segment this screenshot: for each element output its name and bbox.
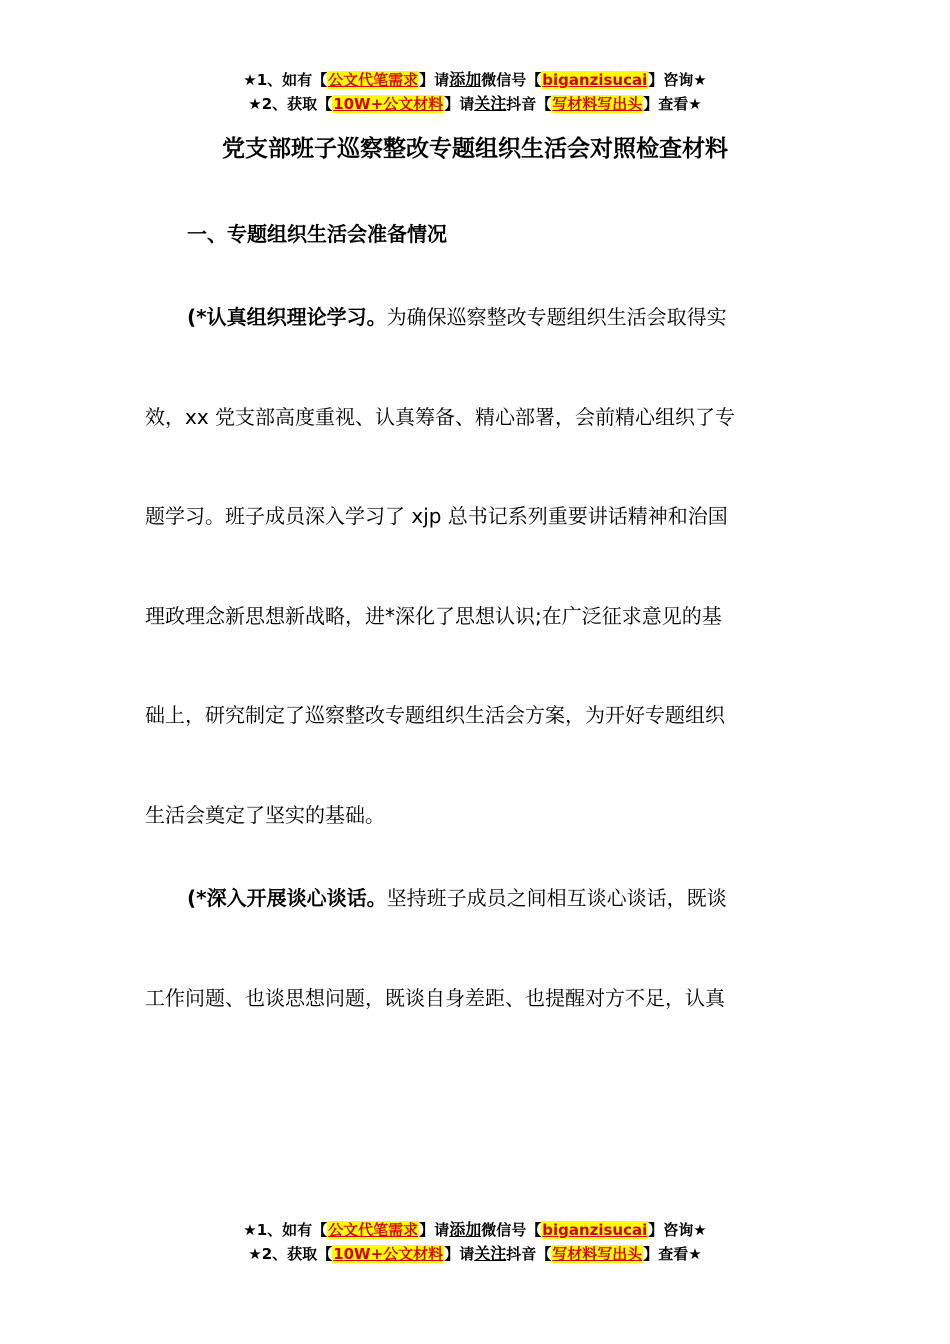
- top-ad-banner: [0, 68, 950, 116]
- ad-emphasis: 添加: [449, 1220, 482, 1239]
- paragraph-line: 理政理念新思想新战略，进*深化了思想认识;在广泛征求意见的基: [145, 603, 722, 628]
- paragraph-theory-study: [145, 268, 805, 865]
- paragraph-line: 工作问题、也谈思想问题，既谈自身差距、也提醒对方不足，认真: [145, 985, 725, 1010]
- paragraph-heart-to-heart-talks: [145, 849, 805, 1048]
- ad-line-2: [0, 92, 950, 116]
- paragraph-lead: (*深入开展谈心谈话。: [187, 886, 387, 910]
- paragraph-text: 为确保巡察整改专题组织生活会取得实: [386, 305, 727, 329]
- ad-emphasis: 关注: [474, 94, 507, 113]
- ad-highlight-materials: 10W+公文材料: [333, 1245, 444, 1263]
- ad-emphasis: 添加: [449, 70, 482, 89]
- ad-text: ★1、如有【: [243, 1221, 328, 1239]
- ad-text: 】咨询★: [648, 71, 707, 89]
- paragraph-line: [145, 849, 805, 949]
- paragraph-line: 础上，研究制定了巡察整改专题组织生活会方案，为开好专题组织: [145, 703, 725, 727]
- ad-text: 】请: [419, 71, 450, 89]
- ad-text: 】查看★: [643, 1245, 702, 1263]
- ad-highlight-wechat-id: biganzisucai: [542, 1221, 648, 1239]
- ad-line-1: [0, 68, 950, 92]
- paragraph-text: 坚持班子成员之间相互谈心谈话，既谈: [386, 886, 727, 910]
- paragraph-line: 效，xx 党支部高度重视、认真筹备、精心部署，会前精心组织了专: [145, 404, 736, 429]
- ad-text: 微信号【: [481, 1221, 542, 1239]
- section-heading: 一、专题组织生活会准备情况: [187, 222, 447, 246]
- ad-highlight-douyin-id: 写材料写出头: [552, 1245, 643, 1263]
- ad-highlight-materials: 10W+公文材料: [333, 95, 444, 113]
- ad-line-1: [0, 1218, 950, 1242]
- ad-highlight-service: 公文代笔需求: [328, 71, 419, 89]
- ad-text: 抖音【: [506, 1245, 552, 1263]
- ad-text: 】请: [444, 95, 475, 113]
- ad-text: 】查看★: [643, 95, 702, 113]
- bottom-ad-banner: [0, 1218, 950, 1266]
- ad-text: 抖音【: [506, 95, 552, 113]
- document-title: 党支部班子巡察整改专题组织生活会对照检查材料: [222, 136, 728, 162]
- ad-text: 】咨询★: [648, 1221, 707, 1239]
- ad-text: 】请: [444, 1245, 475, 1263]
- ad-text: ★2、获取【: [248, 1245, 333, 1263]
- ad-line-2: [0, 1242, 950, 1266]
- ad-text: 】请: [419, 1221, 450, 1239]
- paragraph-line: 题学习。班子成员深入学习了 xjp 总书记系列重要讲话精神和治国: [145, 504, 728, 528]
- ad-highlight-douyin-id: 写材料写出头: [552, 95, 643, 113]
- ad-highlight-service: 公文代笔需求: [328, 1221, 419, 1239]
- ad-emphasis: 关注: [474, 1244, 507, 1263]
- ad-text: 微信号【: [481, 71, 542, 89]
- ad-text: ★1、如有【: [243, 71, 328, 89]
- paragraph-lead: (*认真组织理论学习。: [187, 305, 387, 329]
- ad-highlight-wechat-id: biganzisucai: [542, 71, 648, 89]
- paragraph-line: 生活会奠定了坚实的基础。: [145, 802, 385, 827]
- ad-text: ★2、获取【: [248, 95, 333, 113]
- paragraph-line: [145, 268, 805, 368]
